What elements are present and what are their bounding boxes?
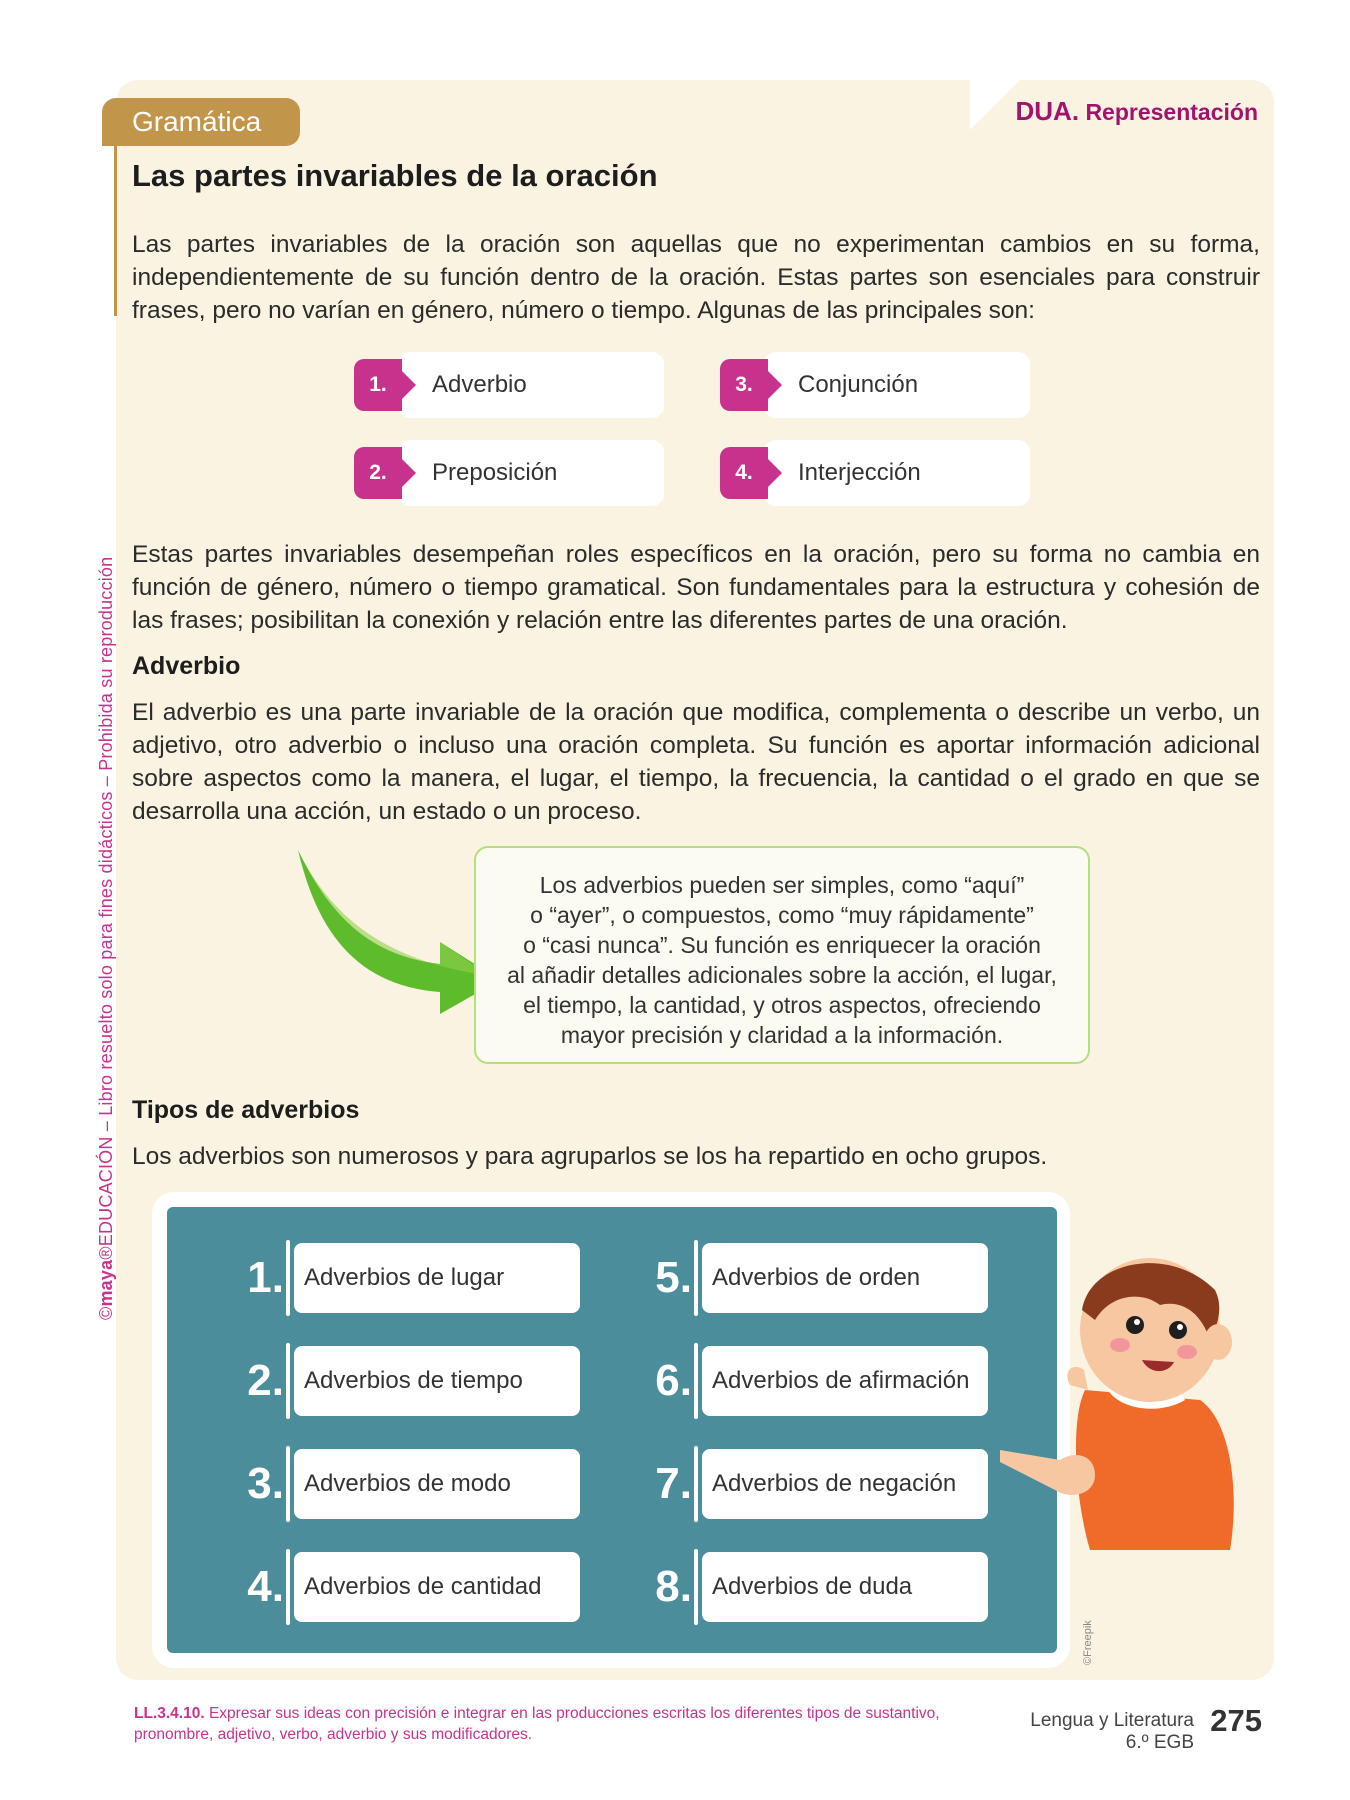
type-label: Adverbios de duda [702,1552,988,1622]
type-number: 6. [655,1356,692,1405]
type-label: Adverbios de cantidad [294,1552,580,1622]
type-number: 5. [655,1253,692,1302]
part-item-interjeccion [720,440,1030,506]
dua-label [1015,96,1258,127]
type-number: 3. [247,1459,284,1508]
part-label: Conjunción [764,352,1030,418]
part-label: Adverbio [398,352,664,418]
type-label: Adverbios de tiempo [294,1346,580,1416]
intro-paragraph: Las partes invariables de la oración son aquellas que no experimentan cambios en su forma, independientemente de su función dentro de la oración. Estas partes son esenciales para construir frases, pero no varían en género, número o tiempo. Algunas de las principales son: [132,231,1260,324]
part-item-adverbio [354,352,664,418]
callout-line: Los adverbios pueden ser simples, como “aquí” [539,872,1025,898]
type-number: 7. [655,1459,692,1508]
type-number: 4. [247,1562,284,1611]
type-bracket [694,1343,698,1419]
callout-line: o “ayer”, o compuestos, como “muy rápidamente” [530,902,1034,928]
type-bracket [694,1240,698,1316]
type-bracket [694,1446,698,1522]
part-number: 2. [354,447,402,499]
callout-line: mayor precisión y claridad a la información. [560,1022,1004,1048]
part-item-conjuncion [720,352,1030,418]
copyright-note [96,557,117,1320]
tipos-heading: Tipos de adverbios [132,1096,360,1124]
subject-label [1030,1710,1194,1754]
type-item-4 [230,1549,580,1625]
parts-note-paragraph: Estas partes invariables desempeñan roles específicos en la oración, pero su forma no cambia en función de género, número o tiempo gramatical. Son fundamentales para la estructura y cohesión de las frases; posibilitan la conexión y relación entre las diferentes partes de una oración. [132,541,1260,634]
image-credit: ©Freepik [1082,1620,1094,1665]
type-bracket [694,1549,698,1625]
objective-text: Expresar sus ideas con precisión e integrar en las producciones escritas los diferentes tipos de sustantivo, pronombre, adjetivo, verbo, adverbio y sus modificadores. [134,1705,940,1743]
callout-line: al añadir detalles adicionales sobre la acción, el lugar, [507,962,1057,988]
part-number: 1. [354,359,402,411]
footer-objective [134,1703,984,1745]
panel-corner [970,80,1020,130]
adverbio-heading: Adverbio [132,652,241,680]
type-bracket [286,1446,290,1522]
part-number: 4. [720,447,768,499]
type-item-1 [230,1240,580,1316]
type-number: 2. [247,1356,284,1405]
type-label: Adverbios de lugar [294,1243,580,1313]
tab-rule [114,146,117,316]
callout-line: o “casi nunca”. Su función es enriquecer la oración [523,932,1041,958]
type-label: Adverbios de afirmación [702,1346,988,1416]
callout-line: el tiempo, la cantidad, y otros aspectos, ofreciendo [523,992,1041,1018]
type-label: Adverbios de orden [702,1243,988,1313]
boy-pointing-illustration [1000,1250,1260,1550]
type-label: Adverbios de modo [294,1449,580,1519]
part-number: 3. [720,359,768,411]
type-bracket [286,1240,290,1316]
copyright-symbol: © [96,1306,116,1320]
type-item-8 [638,1549,988,1625]
subject-name: Lengua y Literatura [1030,1710,1194,1731]
type-label: Adverbios de negación [702,1449,988,1519]
dua-prefix: DUA. [1015,96,1080,126]
brand-suffix: ®EDUCACIÓN [96,1136,116,1260]
brand-name: maya [96,1259,116,1307]
page-number: 275 [1210,1703,1262,1738]
type-item-2 [230,1343,580,1419]
grade-label: 6.º EGB [1125,1732,1194,1753]
tipos-paragraph: Los adverbios son numerosos y para agruparlos se los ha repartido en ocho grupos. [132,1143,1048,1170]
type-item-3 [230,1446,580,1522]
type-item-7 [638,1446,988,1522]
page-title: Las partes invariables de la oración [132,158,658,193]
type-item-5 [638,1240,988,1316]
type-number: 1. [247,1253,284,1302]
section-tab: Gramática [102,98,300,146]
dua-representation: Representación [1085,99,1258,125]
part-label: Preposición [398,440,664,506]
adverbio-paragraph: El adverbio es una parte invariable de la oración que modifica, complementa o describe un verbo, un adjetivo, otro adverbio o incluso una oración completa. Su función es aportar información adicional sobre aspectos como la manera, el lugar, el tiempo, la frecuencia, la cantidad o el grado en que se desarrolla una acción, un estado o un proceso. [132,699,1260,825]
adverbios-callout [474,846,1090,1064]
type-item-6 [638,1343,988,1419]
copyright-text: – Libro resuelto solo para fines didácticos – Prohibida su reproducción [96,556,116,1137]
part-item-preposicion [354,440,664,506]
type-bracket [286,1343,290,1419]
type-bracket [286,1549,290,1625]
type-number: 8. [655,1562,692,1611]
part-label: Interjección [764,440,1030,506]
objective-code: LL.3.4.10. [134,1705,205,1722]
